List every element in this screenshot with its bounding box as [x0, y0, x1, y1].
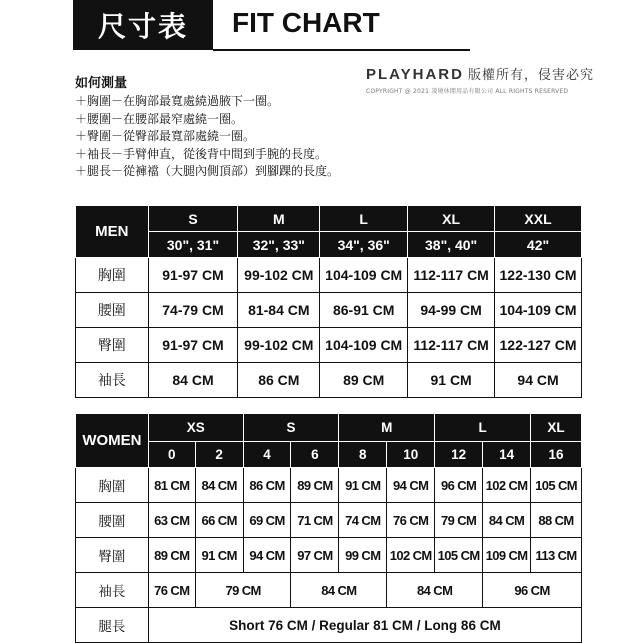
men-waist-size: 32", 33"	[238, 232, 320, 258]
men-size-table	[75, 205, 582, 398]
table-cell: 122-127 CM	[495, 328, 582, 363]
table-row	[76, 293, 582, 328]
table-cell: 104-109 CM	[495, 293, 582, 328]
howto-item-leg: ＋腿長－從褲襠（大腿內側頂部）到腳踝的長度。	[75, 164, 340, 178]
table-cell: 94 CM	[243, 538, 291, 573]
table-cell: 86 CM	[243, 468, 291, 503]
women-numeric-size: 6	[291, 442, 339, 468]
table-cell: 76 CM	[387, 503, 435, 538]
table-cell: 99 CM	[339, 538, 387, 573]
men-size-header: XL	[408, 206, 495, 232]
table-row	[76, 608, 582, 643]
table-cell: 71 CM	[291, 503, 339, 538]
table-cell: 66 CM	[195, 503, 243, 538]
table-cell: 99-102 CM	[238, 328, 320, 363]
table-cell: 79 CM	[435, 503, 483, 538]
table-cell: 74-79 CM	[148, 293, 238, 328]
women-numeric-size: 8	[339, 442, 387, 468]
women-numeric-size: 0	[148, 442, 195, 468]
table-cell: 97 CM	[291, 538, 339, 573]
row-label: 胸圍	[76, 468, 149, 503]
table-cell: 102 CM	[483, 468, 531, 503]
header-divider	[213, 49, 470, 51]
men-waist-size: 38", 40"	[408, 232, 495, 258]
row-label: 腰圍	[76, 293, 149, 328]
men-size-header: L	[320, 206, 408, 232]
table-cell: 81 CM	[148, 468, 195, 503]
table-cell: 112-117 CM	[408, 258, 495, 293]
table-row	[76, 503, 582, 538]
row-label: 袖長	[76, 363, 149, 398]
title-en: FIT CHART	[232, 7, 380, 38]
men-waist-size: 34", 36"	[320, 232, 408, 258]
table-cell: 84 CM	[483, 503, 531, 538]
brand-logo	[366, 64, 594, 83]
men-size-header: S	[148, 206, 238, 232]
table-cell: 74 CM	[339, 503, 387, 538]
table-cell: 89 CM	[291, 468, 339, 503]
table-cell: 99-102 CM	[238, 258, 320, 293]
women-size-header: XL	[531, 414, 582, 442]
table-cell: 89 CM	[148, 538, 195, 573]
table-cell: 102 CM	[387, 538, 435, 573]
table-cell: 96 CM	[483, 573, 582, 608]
table-row	[76, 258, 582, 293]
row-label: 臀圍	[76, 538, 149, 573]
men-waist-size: 30", 31"	[148, 232, 238, 258]
table-cell: 91 CM	[408, 363, 495, 398]
women-numeric-size: 2	[195, 442, 243, 468]
brand-name: PLAYHARD	[366, 66, 464, 83]
women-numeric-size: 12	[435, 442, 483, 468]
table-cell: 91-97 CM	[148, 258, 238, 293]
howto-list	[75, 93, 339, 181]
row-label: 臀圍	[76, 328, 149, 363]
men-size-header: M	[238, 206, 320, 232]
women-size-header: XS	[148, 414, 243, 442]
brand-rights: 版權所有，侵害必究	[467, 68, 594, 83]
table-row	[76, 538, 582, 573]
table-cell: 63 CM	[148, 503, 195, 538]
table-cell: 84 CM	[195, 468, 243, 503]
table-cell: 104-109 CM	[320, 258, 408, 293]
women-numeric-size: 4	[243, 442, 291, 468]
women-size-table	[75, 413, 582, 643]
table-cell: 88 CM	[531, 503, 582, 538]
table-row	[76, 363, 582, 398]
table-row	[76, 328, 582, 363]
women-size-header: L	[435, 414, 531, 442]
howto-title: 如何測量	[75, 76, 128, 91]
table-cell: 84 CM	[148, 363, 238, 398]
table-row	[76, 468, 582, 503]
howto-item-chest: ＋胸圍－在胸部最寬處繞過腋下一圈。	[75, 94, 280, 108]
women-size-header: S	[243, 414, 339, 442]
table-row	[76, 573, 582, 608]
title-zh: 尺寸表	[73, 0, 213, 50]
table-cell: 76 CM	[148, 573, 195, 608]
table-cell: 84 CM	[387, 573, 483, 608]
table-cell: 91 CM	[339, 468, 387, 503]
row-label: 腰圍	[76, 503, 149, 538]
table-cell: 113 CM	[531, 538, 582, 573]
men-waist-size: 42"	[495, 232, 582, 258]
table-cell: 86 CM	[238, 363, 320, 398]
table-cell: 94 CM	[495, 363, 582, 398]
table-cell: 84 CM	[291, 573, 387, 608]
howto-item-sleeve: ＋袖長－手臂伸直，從後背中間到手腕的長度。	[75, 146, 328, 161]
howto-item-waist: ＋腰圍－在腰部最窄處繞一圈。	[75, 111, 244, 126]
women-label: WOMEN	[76, 414, 149, 468]
copyright-text: COPYRIGHT @ 2021 凌境休閒用品有限公司 ALL RIGHTS RESERVED	[366, 88, 569, 95]
table-cell: 94 CM	[387, 468, 435, 503]
row-label: 腿長	[76, 608, 149, 643]
table-cell: 109 CM	[483, 538, 531, 573]
women-size-header: M	[339, 414, 435, 442]
table-cell: 104-109 CM	[320, 328, 408, 363]
row-label: 胸圍	[76, 258, 149, 293]
table-cell: 86-91 CM	[320, 293, 408, 328]
leg-length-cell: Short 76 CM / Regular 81 CM / Long 86 CM	[148, 608, 581, 643]
table-cell: 89 CM	[320, 363, 408, 398]
table-cell: 105 CM	[435, 538, 483, 573]
table-cell: 96 CM	[435, 468, 483, 503]
row-label: 袖長	[76, 573, 149, 608]
table-cell: 79 CM	[195, 573, 291, 608]
table-cell: 81-84 CM	[238, 293, 320, 328]
table-cell: 122-130 CM	[495, 258, 582, 293]
table-cell: 91 CM	[195, 538, 243, 573]
women-numeric-size: 14	[483, 442, 531, 468]
table-cell: 91-97 CM	[148, 328, 238, 363]
howto-item-hip: ＋臀圍－從臀部最寬部處繞一圈。	[75, 129, 256, 143]
table-cell: 112-117 CM	[408, 328, 495, 363]
men-size-header: XXL	[495, 206, 582, 232]
table-cell: 105 CM	[531, 468, 582, 503]
table-cell: 94-99 CM	[408, 293, 495, 328]
women-numeric-size: 16	[531, 442, 582, 468]
table-cell: 69 CM	[243, 503, 291, 538]
men-label: MEN	[76, 206, 149, 258]
women-numeric-size: 10	[387, 442, 435, 468]
